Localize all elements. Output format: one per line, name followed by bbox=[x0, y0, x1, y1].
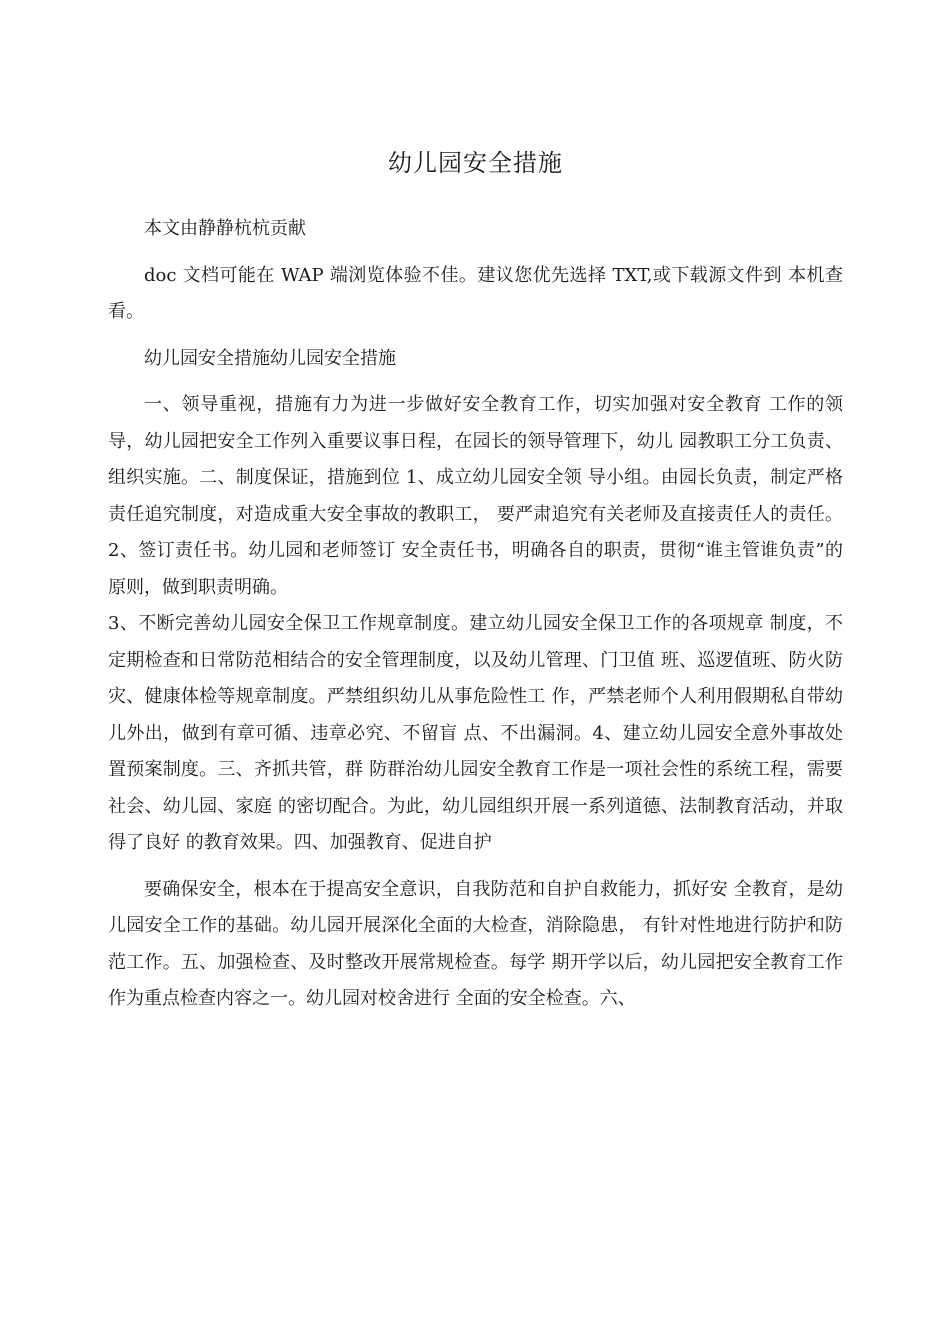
body-paragraph: 3、不断完善幼儿园安全保卫工作规章制度。建立幼儿园安全保卫工作的各项规章 制度，不定期检查和日常防范相结合的安全管理制度，以及幼儿管理、门卫值 班、巡逻值班、防火防灾、健康体检等规章制度。严禁组织幼儿从事危险性工 作，严禁老师个人利用假期私自带幼儿外出，做到有章可循、违章必究、不留盲 点、不出漏洞。4、建立幼儿园安全意外事故处置预案制度。三、齐抓共管，群 防群治幼儿园安全教育工作是一项社会性的系统工程，需要社会、幼儿园、家庭 的密切配合。为此，幼儿园组织开展一系列道德、法制教育活动，并取得了良好 的教育效果。四、加强教育、促进自护 bbox=[108, 613, 843, 853]
subtitle-paragraph: 幼儿园安全措施幼儿园安全措施 bbox=[144, 347, 396, 369]
body-paragraph: 要确保安全，根本在于提高安全意识，自我防范和自护自救能力，抓好安 全教育，是幼儿园安全工作的基础。幼儿园开展深化全面的大检查，消除隐患， 有针对性地进行防护和防范工作。五、加强检查、及时整改开展常规检查。每学 期开学以后，幼儿园把安全教育工作作为重点检查内容之一。幼儿园对校舍进行 全面的安全检查。六、 bbox=[108, 878, 843, 1009]
format-notice-paragraph: doc 文档可能在 WAP 端浏览体验不佳。建议您优先选择 TXT,或下载源文件到 本机查看。 bbox=[108, 264, 843, 322]
body-paragraph: 一、领导重视，措施有力为进一步做好安全教育工作，切实加强对安全教育 工作的领导，幼儿园把安全工作列入重要议事日程，在园长的领导管理下，幼儿 园教职工分工负责、组织实施。二、制度保证，措施到位 1、成立幼儿园安全领 导小组。由园长负责，制定严格责任追究制度，对造成重大安全事故的教职工， 要严肃追究有关老师及直接责任人的责任。2、签订责任书。幼儿园和老师签订 安全责任书，明确各自的职责，贯彻“谁主管谁负责”的原则，做到职责明确。 bbox=[108, 394, 843, 598]
contributor-line: 本文由静静杭杭贡献 bbox=[144, 218, 306, 239]
document-body bbox=[108, 211, 843, 1018]
document-title: 幼儿园安全措施 bbox=[388, 149, 563, 177]
